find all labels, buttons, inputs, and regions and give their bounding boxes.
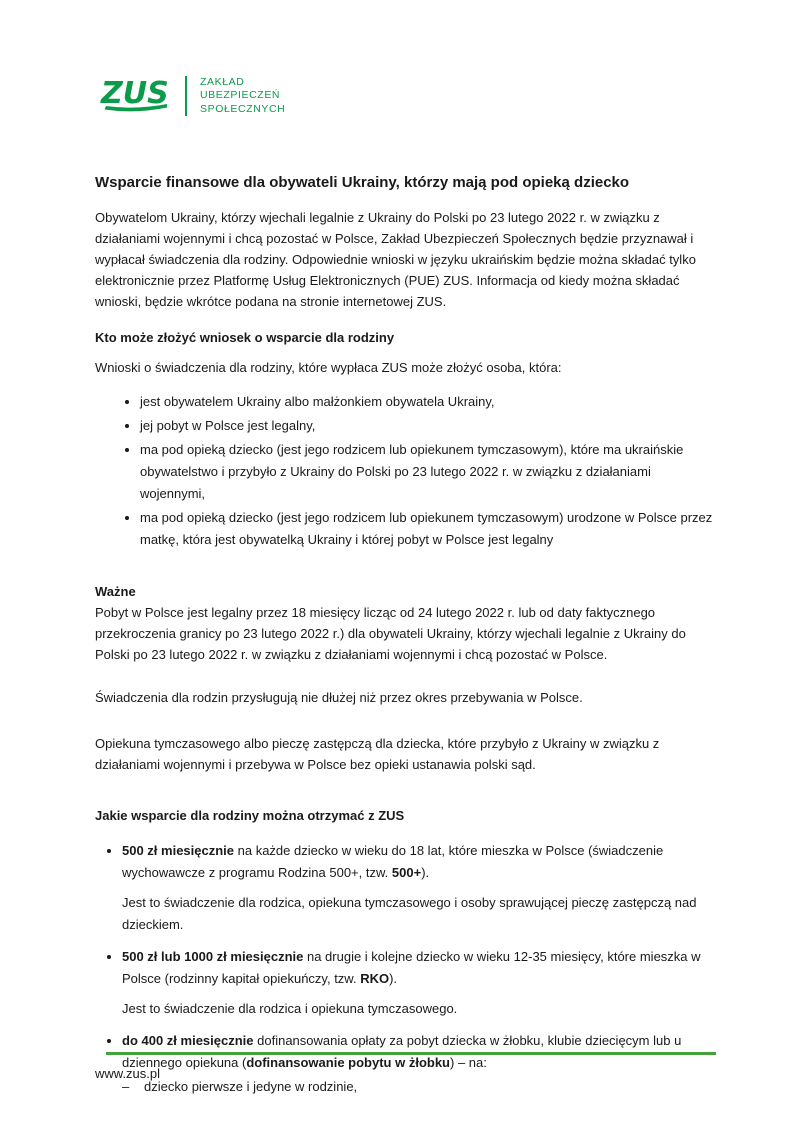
benefit-amount: 500 zł miesięcznie [122,843,235,858]
logo-org-line-1: ZAKŁAD [200,75,245,88]
benefit-item-zlobek [122,1030,715,1098]
benefit-note: Jest to świadczenie dla rodzica, opiekuna tymczasowego i osoby sprawującej pieczę zastępczą nad dzieckiem. [122,895,697,932]
benefit-text: ). [389,971,398,986]
benefit-text: ). [421,865,430,880]
logo-org-line-2: UBEZPIECZEŃ [200,89,281,102]
benefit-note: Jest to świadczenie dla rodzica i opiekuna tymczasowego. [122,1001,458,1016]
important-heading: Ważne [95,584,136,599]
logo-org-line-3: SPOŁECZNYCH [200,102,286,115]
who-bullet-item: • jej pobyt w Polsce jest legalny, [140,415,715,437]
benefit-program-name: RKO [360,971,390,986]
benefit-amount: do 400 zł miesięcznie [122,1033,254,1048]
benefit-sub-item-text: – dziecko pierwsze i jedyne w rodzinie, [144,1079,358,1094]
footer-website-url: www.zus.pl [95,1066,161,1081]
benefit-text: na drugie i kolejne dziecko w wieku 12-35 miesięcy, które mieszka w Polsce (rodzinny kapitał opiekuńczy, tzw. [122,949,701,986]
footer-divider [106,1052,716,1055]
document-body [95,0,715,1098]
important-paragraph: Pobyt w Polsce jest legalny przez 18 miesięcy licząc od 24 lutego 2022 r. lub od daty faktycznego przekroczenia granicy po 23 lutego 2022 r.) dla obywateli Ukrainy, którzy wjechali legalnie z Ukrainy do Polski po 23 lutego 2022 r. w związku z działaniami wojennymi i chcą pozostać w Polsce. [95,605,686,662]
who-section-lead: Wnioski o świadczenia dla rodziny, które wypłaca ZUS może złożyć osoba, która: [95,360,562,375]
who-bullet-item: • ma pod opieką dziecko (jest jego rodzicem lub opiekunem tymczasowym), które ma ukraińskie obywatelstwo i przybyło z Ukrainy do Polski po 23 lutego 2022 r. w związku z działaniami wojennymi, [140,439,715,505]
who-bullet-item: • jest obywatelem Ukrainy albo małżonkiem obywatela Ukrainy, [140,391,715,413]
benefit-program-name: 500+ [391,865,422,880]
guardian-note: Opiekuna tymczasowego albo pieczę zastępczą dla dziecka, które przybyło z Ukrainy w związku z działaniami wojennymi i przebywa w Polsce bez opieki ustanawia polski sąd. [95,736,660,772]
benefit-text: ) – na: [450,1055,487,1070]
zus-logo-mark-text: ZUS [101,76,169,111]
benefit-program-name: dofinansowanie pobytu w żłobku [246,1055,450,1070]
who-bullet-item: • ma pod opieką dziecko (jest jego rodzicem lub opiekunem tymczasowym) urodzone w Polsce przez matkę, która jest obywatelką Ukrainy i której pobyt w Polsce jest legalny [140,507,715,551]
benefit-sub-item [122,1076,715,1098]
who-section-heading: Kto może złożyć wniosek o wsparcie dla rodziny [95,330,395,345]
benefit-sub-list [122,1076,715,1098]
benefits-section-heading: Jakie wsparcie dla rodziny można otrzymać z ZUS [95,808,405,823]
who-bullet-list [95,391,715,551]
benefit-item-500plus [122,840,715,936]
benefit-text: na każde dziecko w wieku do 18 lat, które mieszka w Polsce (świadczenie wychowawcze z programu Rodzina 500+, tzw. [122,843,664,880]
benefit-text: dofinansowania opłaty za pobyt dziecka w żłobku, klubie dziecięcym lub u dziennego opiekuna ( [122,1033,682,1070]
benefit-amount: 500 zł lub 1000 zł miesięcznie [122,949,304,964]
page-title: Wsparcie finansowe dla obywateli Ukrainy, którzy mają pod opieką dziecko [95,174,630,191]
intro-paragraph: Obywatelom Ukrainy, którzy wjechali legalnie z Ukrainy do Polski po 23 lutego 2022 r. w związku z działaniami wojennymi i chcą pozostać w Polsce, Zakład Ubezpieczeń Społecznych będzie przyznawał i wypłacał świadczenia dla rodziny. Odpowiednie wnioski w języku ukraińskim będzie można składać tylko elektronicznie przez Platformę Usług Elektronicznych (PUE) ZUS. Informacja od kiedy można składać wnioski, będzie wkrótce podana na stronie internetowej ZUS. [95,210,696,309]
benefits-list [95,840,715,1098]
benefit-item-rko [122,946,715,1020]
duration-note: Świadczenia dla rodzin przysługują nie dłużej niż przez okres przebywania w Polsce. [95,690,583,705]
